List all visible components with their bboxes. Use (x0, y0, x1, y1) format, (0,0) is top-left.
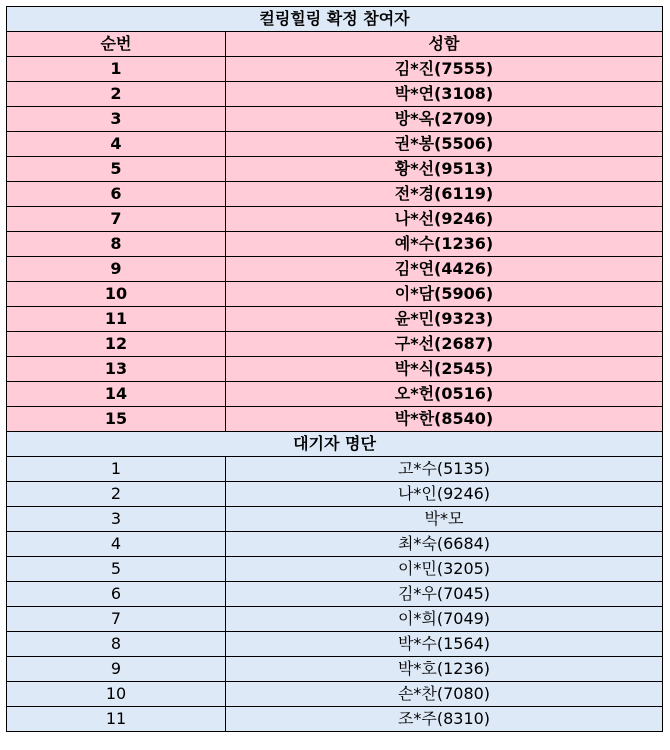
confirmed-row (7, 357, 663, 382)
waitlist-row (7, 582, 663, 607)
participant-name-cell: 박*호(1236) (226, 657, 663, 682)
confirmed-row (7, 332, 663, 357)
row-number-cell: 11 (7, 307, 226, 332)
waitlist-row (7, 457, 663, 482)
confirmed-row (7, 257, 663, 282)
confirmed-row (7, 57, 663, 82)
participant-name-cell: 이*담(5906) (226, 282, 663, 307)
row-number-cell: 12 (7, 332, 226, 357)
row-number-cell: 9 (7, 657, 226, 682)
confirmed-row (7, 107, 663, 132)
row-number-cell: 4 (7, 132, 226, 157)
participant-name-cell: 최*숙(6684) (226, 532, 663, 557)
participant-name-cell: 예*수(1236) (226, 232, 663, 257)
header-row (7, 32, 663, 57)
confirmed-row (7, 282, 663, 307)
participant-name-cell: 손*찬(7080) (226, 682, 663, 707)
participant-name-cell: 박*식(2545) (226, 357, 663, 382)
row-number-cell: 5 (7, 557, 226, 582)
confirmed-row (7, 182, 663, 207)
row-number-cell: 3 (7, 107, 226, 132)
participant-name-cell: 권*봉(5506) (226, 132, 663, 157)
confirmed-row (7, 82, 663, 107)
participant-name-cell: 이*희(7049) (226, 607, 663, 632)
waitlist-title-row (7, 432, 663, 457)
row-number-cell: 13 (7, 357, 226, 382)
row-number-cell: 11 (7, 707, 226, 732)
participant-name-cell: 이*민(3205) (226, 557, 663, 582)
participant-name-cell: 황*선(9513) (226, 157, 663, 182)
participant-sheet (6, 6, 663, 732)
participant-name-cell: 박*모 (226, 507, 663, 532)
confirmed-row (7, 307, 663, 332)
row-number-cell: 15 (7, 407, 226, 432)
participant-name-cell: 나*인(9246) (226, 482, 663, 507)
participant-name-cell: 조*주(8310) (226, 707, 663, 732)
confirmed-row (7, 157, 663, 182)
row-number-cell: 5 (7, 157, 226, 182)
row-number-cell: 2 (7, 482, 226, 507)
confirmed-title-row (7, 7, 663, 32)
confirmed-row (7, 207, 663, 232)
waitlist-row (7, 632, 663, 657)
row-number-cell: 3 (7, 507, 226, 532)
waitlist-row (7, 682, 663, 707)
waitlist-row (7, 507, 663, 532)
participant-name-cell: 구*선(2687) (226, 332, 663, 357)
participant-name-cell: 박*연(3108) (226, 82, 663, 107)
row-number-cell: 4 (7, 532, 226, 557)
waitlist-row (7, 657, 663, 682)
waitlist-row (7, 482, 663, 507)
row-number-cell: 2 (7, 82, 226, 107)
confirmed-row (7, 232, 663, 257)
row-number-cell: 10 (7, 682, 226, 707)
row-number-cell: 8 (7, 632, 226, 657)
participant-name-cell: 김*우(7045) (226, 582, 663, 607)
waitlist-row (7, 557, 663, 582)
participant-name-cell: 전*경(6119) (226, 182, 663, 207)
row-number-cell: 1 (7, 57, 226, 82)
confirmed-title: 컬링힐링 확정 참여자 (7, 7, 663, 32)
participant-name-cell: 방*옥(2709) (226, 107, 663, 132)
column-header-number: 순번 (7, 32, 226, 57)
participant-name-cell: 박*수(1564) (226, 632, 663, 657)
participant-name-cell: 김*연(4426) (226, 257, 663, 282)
row-number-cell: 9 (7, 257, 226, 282)
row-number-cell: 14 (7, 382, 226, 407)
row-number-cell: 7 (7, 207, 226, 232)
confirmed-row (7, 407, 663, 432)
row-number-cell: 10 (7, 282, 226, 307)
column-header-name: 성함 (226, 32, 663, 57)
participant-name-cell: 윤*민(9323) (226, 307, 663, 332)
participant-name-cell: 김*진(7555) (226, 57, 663, 82)
confirmed-row (7, 132, 663, 157)
participant-name-cell: 고*수(5135) (226, 457, 663, 482)
row-number-cell: 6 (7, 582, 226, 607)
row-number-cell: 1 (7, 457, 226, 482)
waitlist-row (7, 707, 663, 732)
participant-name-cell: 오*헌(0516) (226, 382, 663, 407)
confirmed-row (7, 382, 663, 407)
participant-name-cell: 나*선(9246) (226, 207, 663, 232)
row-number-cell: 8 (7, 232, 226, 257)
waitlist-row (7, 607, 663, 632)
row-number-cell: 6 (7, 182, 226, 207)
waitlist-title: 대기자 명단 (7, 432, 663, 457)
row-number-cell: 7 (7, 607, 226, 632)
participant-name-cell: 박*한(8540) (226, 407, 663, 432)
waitlist-row (7, 532, 663, 557)
